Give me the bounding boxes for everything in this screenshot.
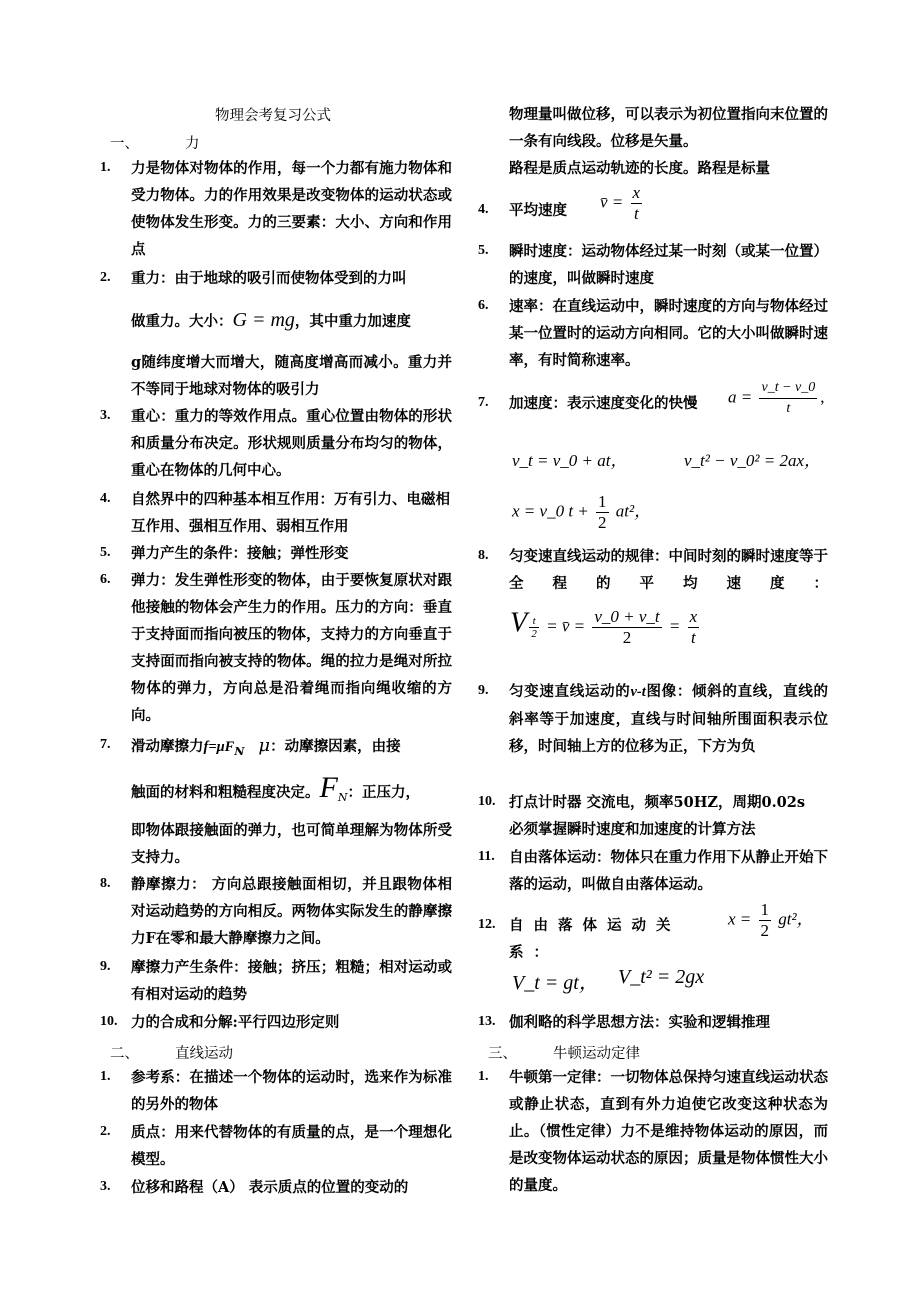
- text-fragment: ：正压力，: [347, 784, 420, 801]
- text-fragment: 做重力。大小：: [131, 313, 233, 330]
- item-number: 11.: [478, 849, 495, 864]
- text-fragment: ：动摩擦因素，由接: [270, 738, 401, 755]
- item-text: 瞬时速度：运动物体经过某一时刻（或某一位置）的速度，叫做瞬时速度: [509, 243, 828, 287]
- item-number: 1.: [100, 1069, 111, 1084]
- item-text: 打点计时器 交流电，频率50HZ，周期0.02s: [509, 794, 805, 811]
- free-fall-velocity-formula: V_t = gt，: [512, 972, 599, 994]
- denominator: 2: [760, 921, 770, 940]
- item-number: 2.: [100, 270, 111, 285]
- mid-time-velocity-formula: [510, 607, 702, 648]
- item-text-line: [131, 771, 452, 811]
- formula-lhs: a =: [728, 387, 753, 407]
- section-name: 牛顿运动定律: [553, 1046, 640, 1062]
- item-number: 3.: [100, 1179, 111, 1194]
- formula-lhs: v̄ =: [600, 192, 624, 212]
- denominator: t: [786, 401, 791, 416]
- item-text: 平均速度: [509, 202, 567, 219]
- fraction: [592, 607, 661, 648]
- section-number: 一、: [110, 136, 139, 152]
- numerator: 1: [598, 492, 607, 511]
- item-text: 质点：用来代替物体的有质量的点，是一个理想化模型。: [131, 1124, 452, 1168]
- displacement-formula: [512, 492, 651, 533]
- item-number: 9.: [478, 683, 489, 698]
- item-text: 位移和路程（A） 表示质点的位置的变动的: [131, 1179, 409, 1196]
- item-number: 10.: [478, 794, 496, 809]
- item-text-line: [131, 307, 452, 335]
- free-fall-velocity-squared-formula: V_t² = 2gx: [618, 966, 705, 988]
- denominator: t: [633, 204, 639, 223]
- equals: = v̄ =: [546, 616, 586, 636]
- velocity-symbol: V: [510, 607, 528, 639]
- item-text: 静摩擦力： 方向总跟接触面相切，并且跟物体相对运动趋势的方向相反。两物体实际发生的静摩擦力F在零和最大静摩擦力之间。: [131, 876, 452, 947]
- text-fragment: 滑动摩擦力: [131, 738, 204, 755]
- item-number: 12.: [478, 917, 496, 932]
- item-number: 7.: [478, 395, 489, 410]
- item-number: 10.: [100, 1014, 118, 1029]
- section-heading-newton: [488, 1042, 640, 1063]
- section-heading-force: [110, 132, 200, 153]
- item-text: 伽利略的科学思想方法：实验和逻辑推理: [509, 1014, 770, 1031]
- text-fragment: ，其中重力加速度: [294, 313, 411, 330]
- text-fragment: 匀变速直线运动的: [509, 683, 631, 700]
- velocity-time-formula: v_t = v_0 + at，: [512, 451, 628, 470]
- item-text: 即物体跟接触面的弹力，也可简单理解为物体所受支持力。: [131, 822, 452, 866]
- fraction: [759, 378, 817, 419]
- item-text: 牛顿第一定律：一切物体总保持匀速直线运动状态或静止状态，直到有外力迫使它改变这种状态为止。（惯性定律）力不是维持物体运动的原因，而是改变物体运动状态的原因；质量是物体惯性大小的量度。: [509, 1069, 828, 1194]
- formula-lhs: x = v_0 t +: [512, 501, 589, 521]
- item-text: 自由落体运动关系：: [509, 917, 681, 961]
- section-heading-linear-motion: [110, 1042, 233, 1063]
- item-number: 5.: [100, 545, 111, 560]
- item-text: g随纬度增大而增大，随高度增高而减小。重力并不等同于地球对物体的吸引力: [131, 354, 452, 398]
- item-text: 重力：由于地球的吸引而使物体受到的力叫: [131, 270, 407, 287]
- item-number: 9.: [100, 959, 111, 974]
- item-text: 速率：在直线运动中，瞬时速度的方向与物体经过某一位置时的运动方向相同。它的大小叫做瞬时速率，有时简称速率。: [509, 298, 828, 369]
- subscript-fraction: [529, 615, 539, 640]
- numerator: x: [632, 183, 641, 202]
- item-number: 8.: [478, 548, 489, 563]
- item-number: 6.: [478, 298, 489, 313]
- numerator: 1: [760, 900, 770, 919]
- fraction: [688, 607, 700, 648]
- fraction: [631, 183, 643, 224]
- item-number: 3.: [100, 408, 111, 423]
- section-number: 二、: [110, 1046, 139, 1062]
- item-number: 6.: [100, 572, 111, 587]
- item-text: 参考系：在描述一个物体的运动时，选来作为标准的另外的物体: [131, 1069, 452, 1113]
- item-text: 必须掌握瞬时速度和加速度的计算方法: [509, 821, 756, 838]
- numerator: x: [689, 607, 698, 626]
- fraction: [759, 900, 772, 941]
- average-velocity-formula: [600, 183, 645, 224]
- item-text: 弹力：发生弹性形变的物体，由于要恢复原状对跟他接触的物体会产生力的作用。压力的方向：垂直于支持面而指向被压的物体，支持力的方向垂直于支持面而指向被支持的物体。绳的拉力是绳对所拉物体的弹力，方向总是沿着绳而指向绳收缩的方向。: [131, 572, 452, 724]
- denominator: 2: [622, 628, 632, 647]
- item-number: 7.: [100, 737, 111, 752]
- free-fall-displacement-formula: [728, 900, 814, 941]
- acceleration-formula: a = $\frac{v\_t - v\_0}{t}$ ,: [728, 378, 825, 419]
- text-fragment: 图像：倾斜的直线，直线的斜率等于加速度，直线与时间轴所围面积表示位移，时间轴上方的位移为正，下方为负: [509, 683, 829, 755]
- normal-force-symbol: F: [319, 771, 338, 804]
- subscript: N: [337, 790, 348, 804]
- numerator: v_0 + v_t: [594, 607, 660, 626]
- item-text: 弹力产生的条件：接触；弹性形变: [131, 545, 349, 562]
- section-number: 三、: [488, 1046, 517, 1062]
- item-number: 8.: [100, 876, 111, 891]
- numerator: v_t − v_0: [759, 378, 817, 399]
- friction-formula: f=μF: [203, 739, 235, 755]
- page-title: 物理会考复习公式: [215, 108, 331, 124]
- item-text: 力的合成和分解:平行四边形定则: [131, 1014, 340, 1031]
- item-text: [509, 678, 828, 760]
- denominator: t: [691, 628, 696, 647]
- item-number: 4.: [100, 491, 111, 506]
- item-text: 力是物体对物体的作用，每一个力都有施力物体和受力物体。力的作用效果是改变物体的运动状态或使物体发生形变。力的三要素：大小、方向和作用点: [131, 160, 452, 258]
- item-text: 自由落体运动：物体只在重力作用下从静止开始下落的运动，叫做自由落体运动。: [509, 849, 828, 893]
- item-number: 13.: [478, 1014, 496, 1029]
- item-number: 4.: [478, 202, 489, 217]
- denominator: 2: [598, 513, 607, 532]
- item-text: 匀变速直线运动的规律：中间时刻的瞬时速度等于全程的平均速度：: [509, 548, 828, 592]
- denominator: 2: [531, 628, 537, 640]
- fraction: [596, 492, 609, 533]
- item-text: 自然界中的四种基本相互作用：万有引力、电磁相互作用、强相互作用、弱相互作用: [131, 491, 450, 535]
- item-text: 摩擦力产生条件：接触；挤压；粗糙；相对运动或有相对运动的趋势: [131, 959, 452, 1003]
- section-name: 直线运动: [175, 1046, 233, 1062]
- formula-rhs: at²，: [615, 501, 652, 521]
- item-text: 重心：重力的等效作用点。重心位置由物体的形状和质量分布决定。形状规则质量分布均匀的物体，重心在物体的几何中心。: [131, 408, 452, 479]
- item-text: 物理量叫做位移，可以表示为初位置指向末位置的一条有向线段。位移是矢量。: [509, 106, 828, 150]
- gravity-formula: G = mg: [232, 309, 295, 331]
- item-number: 5.: [478, 243, 489, 258]
- item-text: 路程是质点运动轨迹的长度。路程是标量: [509, 160, 770, 177]
- item-number: 2.: [100, 1124, 111, 1139]
- vt-graph-label: v-t: [630, 684, 646, 700]
- formula-rhs: gt²，: [778, 909, 814, 929]
- velocity-displacement-formula: v_t² − v_0² = 2ax，: [684, 451, 821, 470]
- formula-lhs: x =: [728, 909, 752, 929]
- subscript: N: [234, 744, 245, 758]
- equals: =: [668, 616, 681, 636]
- item-text: 加速度：表示速度变化的快慢: [509, 395, 698, 412]
- text-fragment: 触面的材料和粗糙程度决定。: [131, 784, 320, 801]
- item-number: 1.: [478, 1069, 489, 1084]
- mu-symbol: μ: [258, 735, 271, 756]
- item-number: 1.: [100, 160, 111, 175]
- item-text-line: [131, 732, 452, 765]
- section-name: 力: [185, 136, 200, 152]
- numerator: t: [529, 615, 539, 628]
